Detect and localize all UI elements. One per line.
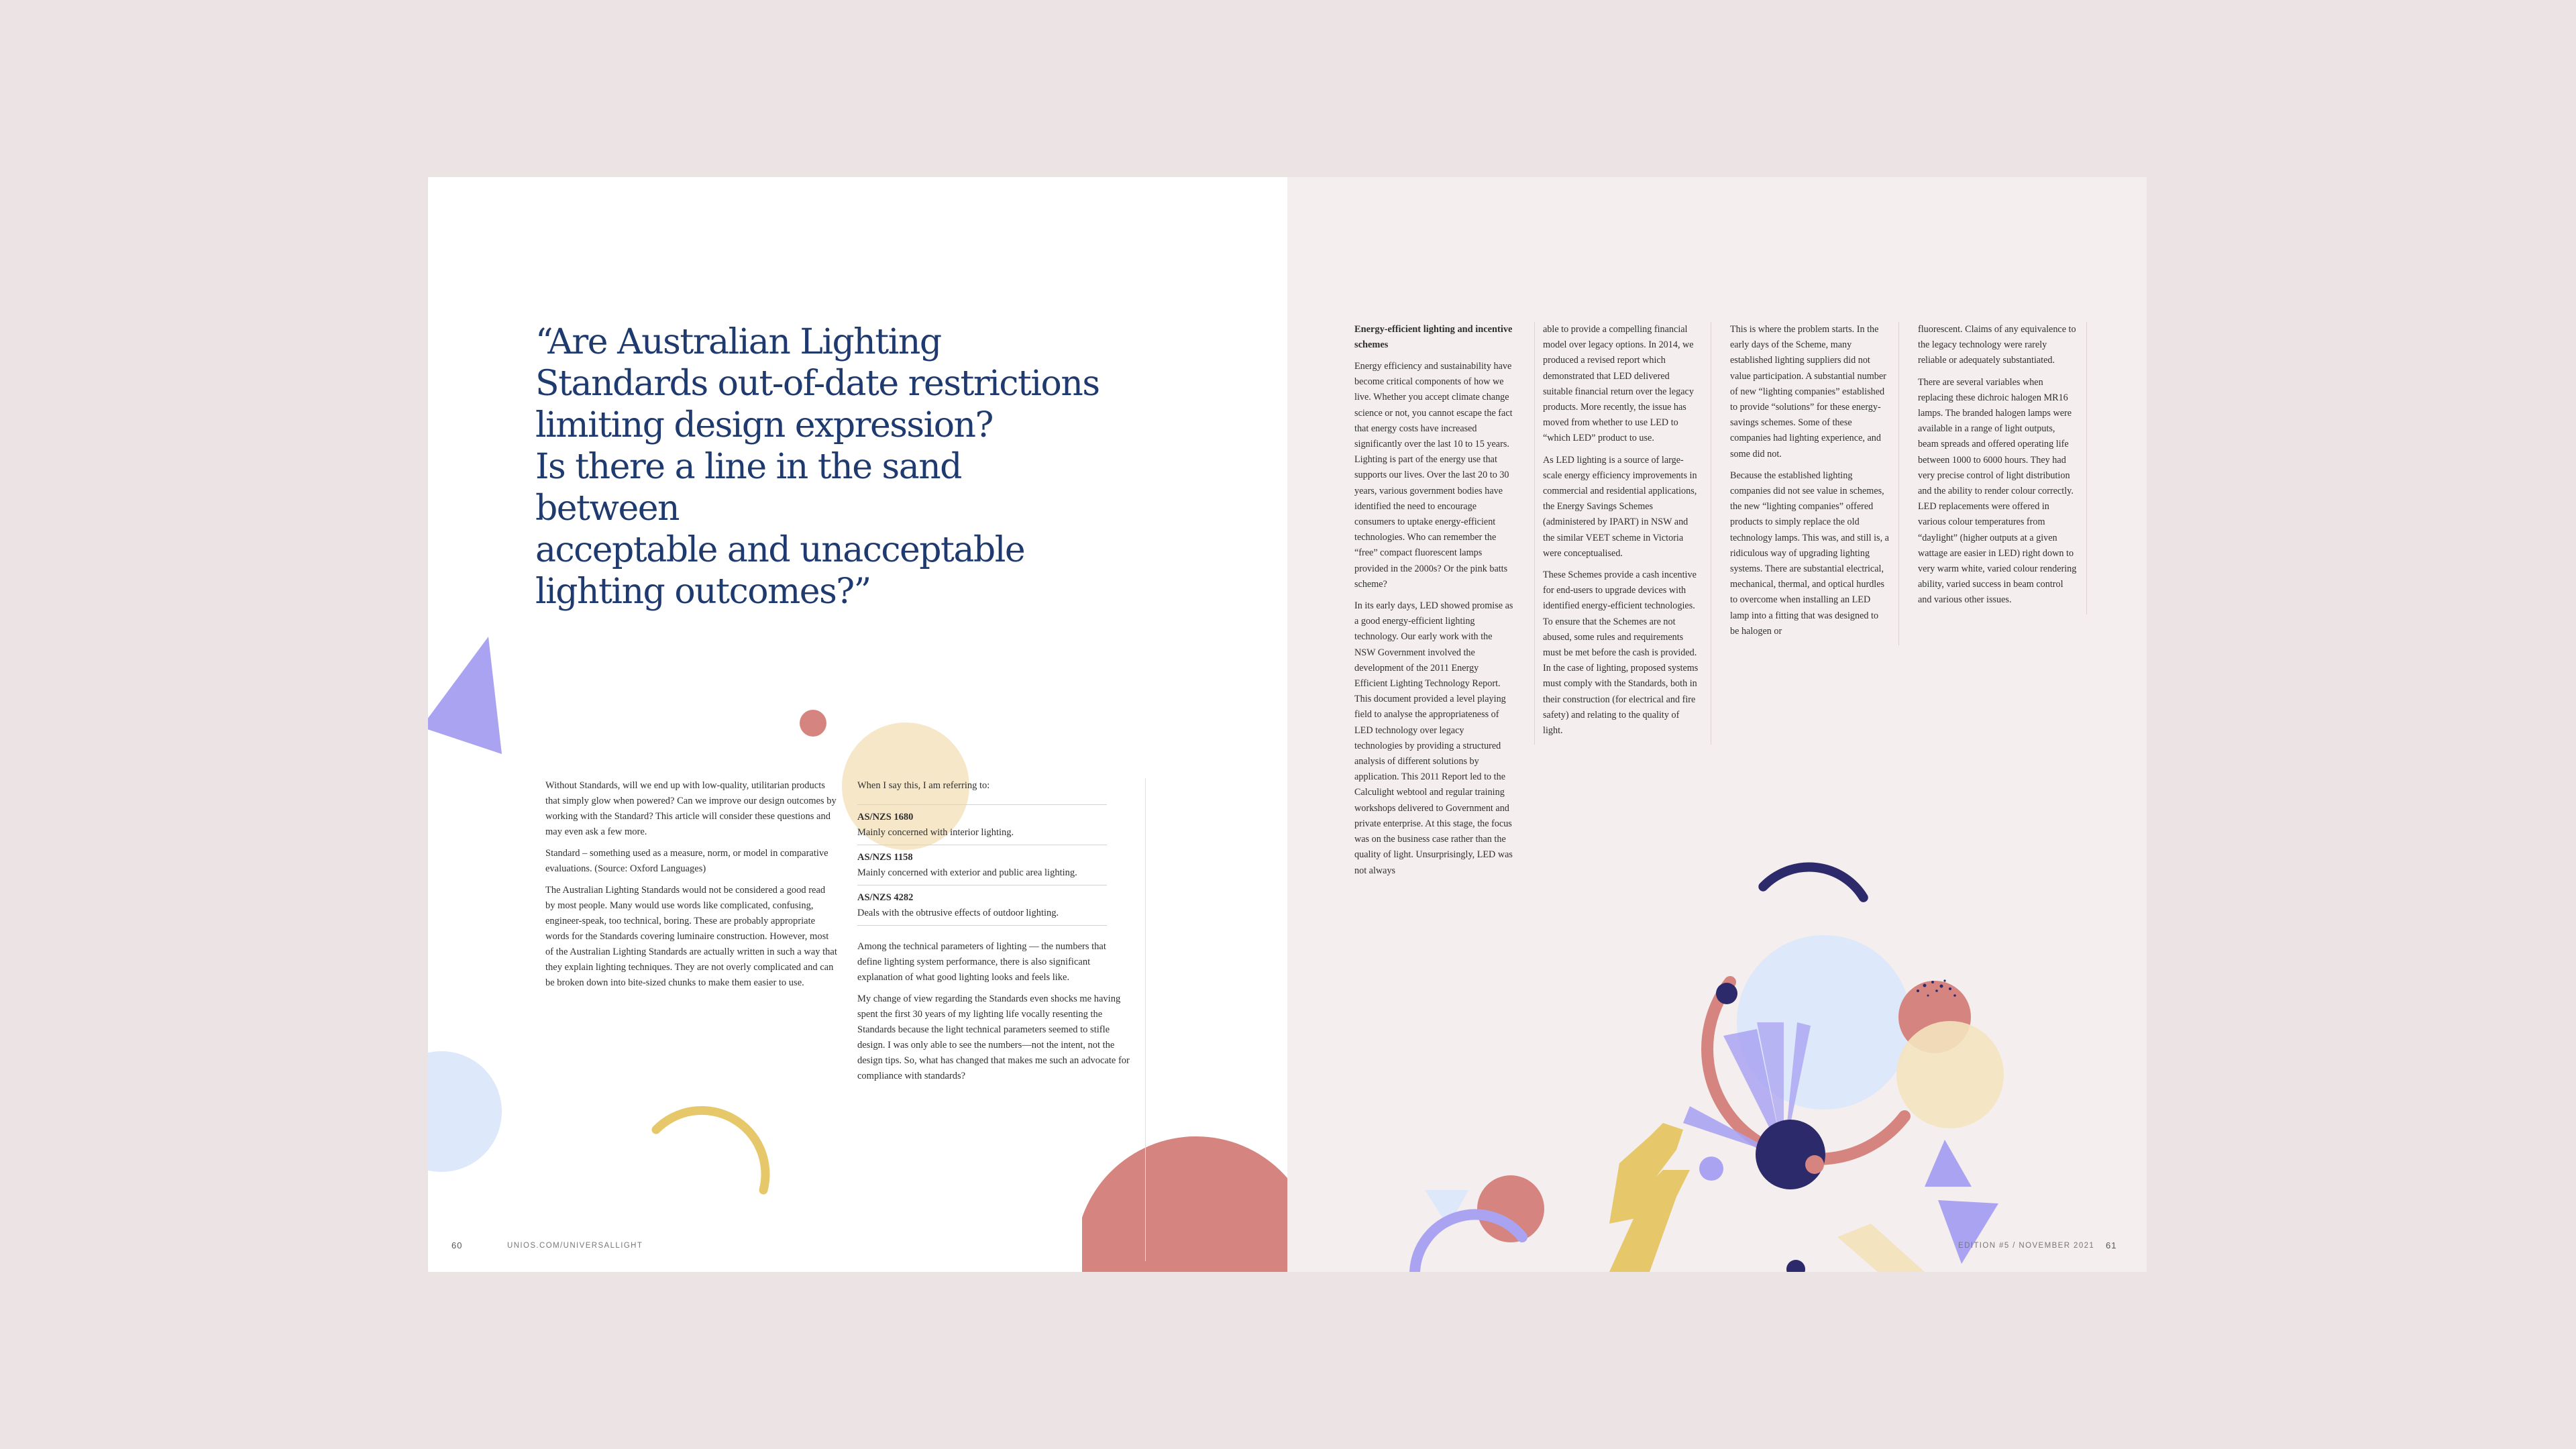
paragraph: Among the technical parameters of lighting — the numbers that define lighting system performance, there is also significant explanation of what good lighting looks and feels like. (857, 941, 1106, 983)
paragraph: My change of view regarding the Standards even shocks me having spent the first 30 years of my lighting life vocally resenting the Standards because the light technical parameters seemed to stifle design. I was only able to see the numbers—not the intent, not the design tips. So, what has changed that makes me such an advocate for compliance with standards? (857, 994, 1130, 1081)
magazine-spread (428, 177, 2147, 1272)
list-item (857, 845, 1107, 885)
standard-code: AS/NZS 1158 (857, 852, 913, 863)
paragraph: Standard – something used as a measure, norm, or model in comparative evaluations. (Source: Oxford Languages) (545, 848, 828, 874)
page-number-left: 60 (451, 1240, 463, 1250)
paragraph: There are several variables when replacing these dichroic halogen MR16 lamps. The branded halogen lamps were available in a range of light outputs, beam spreads and offered operating life between 1000 to 6000 hours. They had very precise control of light distribution and the ability to render colour correctly. LED replacements were offered in various colour temperatures from “daylight” (higher outputs at a given wattage are easier in LED) right down to very warm white, varied colour rendering ability, varied success in beam control and various other issues. (1918, 376, 2077, 606)
coral-dot-shape (800, 710, 826, 737)
article-column-5 (1730, 322, 1899, 645)
standard-description: Mainly concerned with exterior and public area lighting. (857, 867, 1077, 878)
standard-code: AS/NZS 4282 (857, 892, 914, 903)
left-page (428, 177, 1287, 1272)
right-page (1287, 177, 2147, 1272)
article-column-6 (1918, 322, 2087, 614)
lighting-illustration (1408, 767, 2147, 1272)
paragraph: These Schemes provide a cash incentive for end-users to upgrade devices with identified energy-efficient technologies. To ensure that the Schemes are not abused, some rules and requirements must be met before the cash is provided. In the case of lighting, proposed systems must comply with the Standards, both in their construction (for electrical and fire safety) and relating to the quality of light. (1543, 570, 1699, 737)
standard-description: Mainly concerned with interior lighting. (857, 827, 1014, 838)
pale-blue-circle-shape (428, 1051, 502, 1172)
standard-description: Deals with the obtrusive effects of outdoor lighting. (857, 908, 1059, 918)
pull-quote: “Are Australian Lighting Standards out-of-date restrictions limiting design expression? Is there a line in the sand between acceptable and unacceptable lighting outcomes?” (535, 322, 1099, 612)
article-column-1 (545, 778, 837, 997)
page-number-right: 61 (2106, 1240, 2117, 1250)
paragraph: As LED lighting is a source of large-scale energy efficiency improvements in commercial and residential applications, the Energy Savings Schemes (administered by IPART) in NSW and the similar VEET scheme in Victoria were conceptualised. (1543, 454, 1697, 559)
paragraph: Because the established lighting companies did not see value in schemes, the new “lighting companies” offered products to simply replace the old technology lamps. This was, and still is, a ridiculous way of upgrading lighting systems. There are substantial electrical, mechanical, thermal, and optical hurdles to overcome when installing an LED lamp into a fitting that was designed to be halogen or (1730, 470, 1889, 637)
list-item (857, 804, 1107, 845)
footer-url: UNIOS.COM/UNIVERSALLIGHT (507, 1242, 643, 1250)
paragraph: When I say this, I am referring to: (857, 780, 990, 791)
paragraph: This is where the problem starts. In the early days of the Scheme, many established lighting suppliers did not value participation. A substantial number of new “lighting companies” established to provide “solutions” for these energy-savings schemes. Some of these companies had lighting experience, and some did not. (1730, 324, 1886, 460)
paragraph: Without Standards, will we end up with low-quality, utilitarian products that simply glow when powered? Can we improve our design outcomes by working with the Standard? This article will consider these questions and may even ask a few more. (545, 780, 837, 837)
article-column-4 (1534, 322, 1711, 745)
list-item (857, 885, 1107, 926)
standards-list (857, 804, 1130, 926)
article-column-2 (857, 778, 1146, 1261)
section-heading: Energy-efficient lighting and incentive schemes (1354, 324, 1513, 350)
mustard-arc-shape (629, 1089, 790, 1224)
edition-label: EDITION #5 / NOVEMBER 2021 (1958, 1242, 2095, 1250)
paragraph: Energy efficiency and sustainability have become critical components of how we live. Whether you accept climate change science or not, you cannot escape the fact that energy costs have increased significantly over the last 10 to 15 years. Lighting is part of the energy use that supports our lives. Over the last 20 to 30 years, various government bodies have identified the need to encourage consumers to uptake energy-efficient technologies. Who can remember the “free” compact fluorescent lamps provided in the 2000s? Or the pink batts scheme? (1354, 361, 1513, 590)
paragraph: fluorescent. Claims of any equivalence to the legacy technology were rarely reliable or adequately substantiated. (1918, 324, 2076, 366)
paragraph: able to provide a compelling financial model over legacy options. In 2014, we produced a revised report which demonstrated that LED delivered suitable financial return over the legacy products. More recently, the issue has moved from whether to use LED to “which LED” product to use. (1543, 324, 1694, 444)
lavender-triangle-shape (428, 630, 508, 764)
paragraph: In its early days, LED showed promise as a good energy-efficient lighting technology. Our early work with the NSW Government involved the development of the 2011 Energy Efficient Lighting Technology Report. This document provided a level playing field to analyse the appropriateness of LED technology over legacy technologies by providing a structured analysis of different solutions by application. This 2011 Report led to the Calculight webtool and regular training workshops delivered to Government and private enterprise. At this stage, the focus was on the business case rather than the quality of light. Unsurprisingly, LED was not always (1354, 600, 1513, 876)
standard-code: AS/NZS 1680 (857, 812, 914, 822)
paragraph: The Australian Lighting Standards would not be considered a good read by most people. Many would use words like complicated, confusing, engineer-speak, too technical, boring. These are probably appropriate words for the Standards covering luminaire construction. However, most of the Australian Lighting Standards are actually written in such a way that they explain lighting techniques. They are not overly complicated and can be broken down into bite-sized chunks to make them easier to use. (545, 885, 837, 988)
